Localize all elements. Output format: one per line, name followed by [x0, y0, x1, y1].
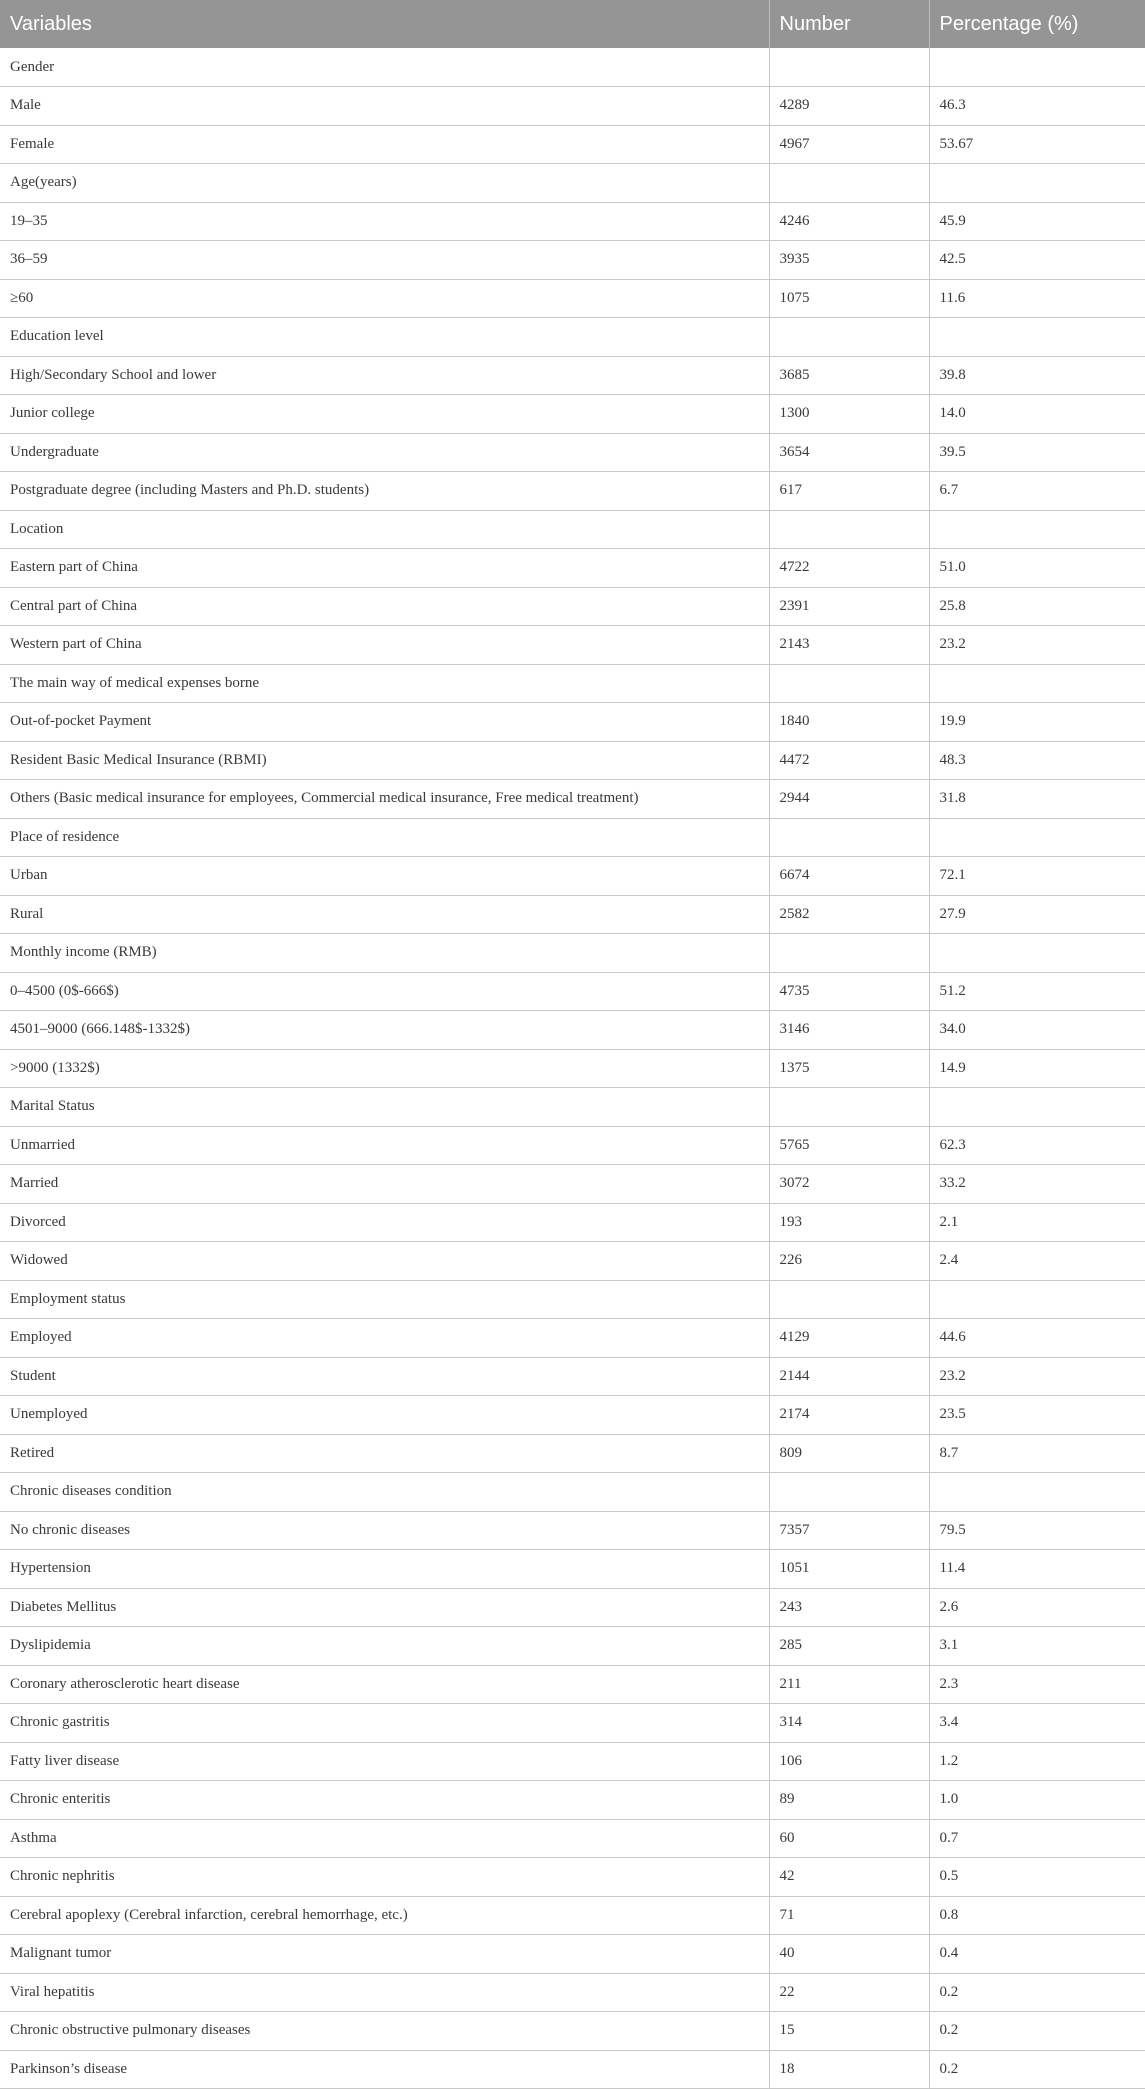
table-row	[0, 279, 1145, 318]
percentage-cell	[929, 818, 1145, 857]
table-row	[0, 549, 1145, 588]
percentage-cell: 1.0	[929, 1781, 1145, 1820]
percentage-cell: 27.9	[929, 895, 1145, 934]
table-row	[0, 1319, 1145, 1358]
percentage-cell: 0.2	[929, 1973, 1145, 2012]
variable-cell: Postgraduate degree (including Masters and Ph.D. students)	[0, 472, 769, 511]
table-row	[0, 1627, 1145, 1666]
number-cell: 211	[769, 1665, 929, 1704]
number-cell: 71	[769, 1896, 929, 1935]
table-row	[0, 1280, 1145, 1319]
variable-cell: Rural	[0, 895, 769, 934]
percentage-cell: 2.4	[929, 1242, 1145, 1281]
percentage-cell: 2.1	[929, 1203, 1145, 1242]
variable-cell: ≥60	[0, 279, 769, 318]
table-row	[0, 433, 1145, 472]
number-cell: 1840	[769, 703, 929, 742]
table-row	[0, 48, 1145, 87]
variable-cell: Fatty liver disease	[0, 1742, 769, 1781]
number-cell: 2143	[769, 626, 929, 665]
number-cell: 2582	[769, 895, 929, 934]
variable-cell: Age(years)	[0, 164, 769, 203]
table-row	[0, 780, 1145, 819]
variable-cell: Chronic nephritis	[0, 1858, 769, 1897]
number-cell: 4129	[769, 1319, 929, 1358]
percentage-cell: 39.5	[929, 433, 1145, 472]
variable-cell: The main way of medical expenses borne	[0, 664, 769, 703]
variable-cell: Western part of China	[0, 626, 769, 665]
percentage-cell: 14.0	[929, 395, 1145, 434]
variable-cell: Employment status	[0, 1280, 769, 1319]
number-cell: 1051	[769, 1550, 929, 1589]
variable-cell: Married	[0, 1165, 769, 1204]
table-row	[0, 587, 1145, 626]
table-row	[0, 934, 1145, 973]
table-row	[0, 1203, 1145, 1242]
percentage-cell: 23.2	[929, 1357, 1145, 1396]
number-cell: 314	[769, 1704, 929, 1743]
number-cell: 193	[769, 1203, 929, 1242]
number-cell: 4472	[769, 741, 929, 780]
number-cell: 226	[769, 1242, 929, 1281]
number-cell: 5765	[769, 1126, 929, 1165]
number-cell: 22	[769, 1973, 929, 2012]
table-row	[0, 741, 1145, 780]
table-row	[0, 895, 1145, 934]
percentage-cell: 34.0	[929, 1011, 1145, 1050]
number-cell: 3072	[769, 1165, 929, 1204]
variable-cell: 0–4500 (0$-666$)	[0, 972, 769, 1011]
number-cell: 15	[769, 2012, 929, 2051]
percentage-cell: 23.5	[929, 1396, 1145, 1435]
variable-cell: 4501–9000 (666.148$-1332$)	[0, 1011, 769, 1050]
percentage-cell: 6.7	[929, 472, 1145, 511]
table-row	[0, 972, 1145, 1011]
variable-cell: Place of residence	[0, 818, 769, 857]
variable-cell: Retired	[0, 1434, 769, 1473]
variable-cell: Cerebral apoplexy (Cerebral infarction, cerebral hemorrhage, etc.)	[0, 1896, 769, 1935]
number-cell	[769, 318, 929, 357]
number-cell: 2174	[769, 1396, 929, 1435]
number-cell: 4967	[769, 125, 929, 164]
percentage-cell: 25.8	[929, 587, 1145, 626]
percentage-cell: 3.4	[929, 1704, 1145, 1743]
percentage-cell	[929, 510, 1145, 549]
number-cell	[769, 664, 929, 703]
table-row	[0, 2050, 1145, 2089]
percentage-cell: 0.2	[929, 2012, 1145, 2051]
table-row	[0, 356, 1145, 395]
number-cell: 4735	[769, 972, 929, 1011]
percentage-cell: 39.8	[929, 356, 1145, 395]
percentage-cell	[929, 1473, 1145, 1512]
number-cell: 42	[769, 1858, 929, 1897]
variable-cell: >9000 (1332$)	[0, 1049, 769, 1088]
percentage-cell: 0.8	[929, 1896, 1145, 1935]
variable-cell: Divorced	[0, 1203, 769, 1242]
percentage-cell: 0.4	[929, 1935, 1145, 1974]
variable-cell: Chronic enteritis	[0, 1781, 769, 1820]
table-row	[0, 1126, 1145, 1165]
table-row	[0, 857, 1145, 896]
number-cell: 106	[769, 1742, 929, 1781]
variable-cell: Chronic obstructive pulmonary diseases	[0, 2012, 769, 2051]
percentage-cell: 3.1	[929, 1627, 1145, 1666]
variable-cell: Junior college	[0, 395, 769, 434]
percentage-cell: 33.2	[929, 1165, 1145, 1204]
variable-cell: Malignant tumor	[0, 1935, 769, 1974]
number-cell: 3146	[769, 1011, 929, 1050]
percentage-cell: 72.1	[929, 857, 1145, 896]
percentage-cell	[929, 48, 1145, 87]
percentage-cell: 14.9	[929, 1049, 1145, 1088]
header-variables: Variables	[0, 0, 769, 48]
number-cell: 2944	[769, 780, 929, 819]
number-cell	[769, 48, 929, 87]
table-row	[0, 1704, 1145, 1743]
number-cell: 1375	[769, 1049, 929, 1088]
percentage-cell	[929, 1088, 1145, 1127]
table-row	[0, 703, 1145, 742]
percentage-cell: 19.9	[929, 703, 1145, 742]
table-row	[0, 818, 1145, 857]
number-cell: 1300	[769, 395, 929, 434]
variable-cell: High/Secondary School and lower	[0, 356, 769, 395]
percentage-cell: 45.9	[929, 202, 1145, 241]
table-row	[0, 2012, 1145, 2051]
percentage-cell: 0.5	[929, 1858, 1145, 1897]
variable-cell: Unemployed	[0, 1396, 769, 1435]
variable-cell: Marital Status	[0, 1088, 769, 1127]
variable-cell: Chronic diseases condition	[0, 1473, 769, 1512]
header-percentage: Percentage (%)	[929, 0, 1145, 48]
percentage-cell	[929, 1280, 1145, 1319]
number-cell: 3935	[769, 241, 929, 280]
variable-cell: Hypertension	[0, 1550, 769, 1589]
table-row	[0, 318, 1145, 357]
variable-cell: Undergraduate	[0, 433, 769, 472]
table-row	[0, 1781, 1145, 1820]
variable-cell: Parkinson’s disease	[0, 2050, 769, 2089]
percentage-cell: 2.6	[929, 1588, 1145, 1627]
table-row	[0, 1935, 1145, 1974]
number-cell: 18	[769, 2050, 929, 2089]
variable-cell: Gender	[0, 48, 769, 87]
variable-cell: Unmarried	[0, 1126, 769, 1165]
table-row	[0, 1049, 1145, 1088]
table-row	[0, 241, 1145, 280]
variable-cell: Resident Basic Medical Insurance (RBMI)	[0, 741, 769, 780]
number-cell: 7357	[769, 1511, 929, 1550]
variable-cell: Asthma	[0, 1819, 769, 1858]
number-cell: 1075	[769, 279, 929, 318]
variable-cell: Education level	[0, 318, 769, 357]
number-cell	[769, 818, 929, 857]
percentage-cell: 0.7	[929, 1819, 1145, 1858]
number-cell	[769, 510, 929, 549]
percentage-cell: 2.3	[929, 1665, 1145, 1704]
table-row	[0, 164, 1145, 203]
variable-cell: Urban	[0, 857, 769, 896]
table-row	[0, 1396, 1145, 1435]
variable-cell: Monthly income (RMB)	[0, 934, 769, 973]
variable-cell: Out-of-pocket Payment	[0, 703, 769, 742]
table-row	[0, 1858, 1145, 1897]
percentage-cell: 0.2	[929, 2050, 1145, 2089]
table-row	[0, 395, 1145, 434]
percentage-cell	[929, 164, 1145, 203]
table-row	[0, 125, 1145, 164]
variable-cell: Student	[0, 1357, 769, 1396]
number-cell: 243	[769, 1588, 929, 1627]
variable-cell: Male	[0, 87, 769, 126]
table-row	[0, 1665, 1145, 1704]
number-cell	[769, 1473, 929, 1512]
variable-cell: Location	[0, 510, 769, 549]
variable-cell: Coronary atherosclerotic heart disease	[0, 1665, 769, 1704]
table-body	[0, 48, 1145, 2089]
table-row	[0, 472, 1145, 511]
percentage-cell: 79.5	[929, 1511, 1145, 1550]
percentage-cell	[929, 934, 1145, 973]
number-cell: 617	[769, 472, 929, 511]
table-row	[0, 510, 1145, 549]
number-cell	[769, 1280, 929, 1319]
number-cell	[769, 1088, 929, 1127]
variable-cell: Diabetes Mellitus	[0, 1588, 769, 1627]
number-cell: 40	[769, 1935, 929, 1974]
table-row	[0, 1088, 1145, 1127]
number-cell: 60	[769, 1819, 929, 1858]
table-row	[0, 1011, 1145, 1050]
percentage-cell: 1.2	[929, 1742, 1145, 1781]
variable-cell: Employed	[0, 1319, 769, 1358]
percentage-cell: 31.8	[929, 780, 1145, 819]
number-cell: 89	[769, 1781, 929, 1820]
table-row	[0, 1550, 1145, 1589]
table-row	[0, 664, 1145, 703]
table-row	[0, 87, 1145, 126]
percentage-cell: 8.7	[929, 1434, 1145, 1473]
number-cell: 4246	[769, 202, 929, 241]
variable-cell: Widowed	[0, 1242, 769, 1281]
number-cell: 4722	[769, 549, 929, 588]
number-cell: 6674	[769, 857, 929, 896]
percentage-cell: 44.6	[929, 1319, 1145, 1358]
table-row	[0, 1434, 1145, 1473]
variable-cell: Eastern part of China	[0, 549, 769, 588]
number-cell: 285	[769, 1627, 929, 1666]
table-row	[0, 1742, 1145, 1781]
variable-cell: 19–35	[0, 202, 769, 241]
variable-cell: Female	[0, 125, 769, 164]
table-row	[0, 1588, 1145, 1627]
variable-cell: Others (Basic medical insurance for employees, Commercial medical insurance, Free medical treatment)	[0, 780, 769, 819]
percentage-cell: 51.2	[929, 972, 1145, 1011]
percentage-cell: 51.0	[929, 549, 1145, 588]
table-row	[0, 1819, 1145, 1858]
table-row	[0, 1896, 1145, 1935]
table-row	[0, 1973, 1145, 2012]
variable-cell: Dyslipidemia	[0, 1627, 769, 1666]
percentage-cell: 53.67	[929, 125, 1145, 164]
percentage-cell: 46.3	[929, 87, 1145, 126]
percentage-cell: 62.3	[929, 1126, 1145, 1165]
number-cell	[769, 164, 929, 203]
number-cell: 2144	[769, 1357, 929, 1396]
number-cell: 809	[769, 1434, 929, 1473]
percentage-cell: 11.4	[929, 1550, 1145, 1589]
number-cell: 4289	[769, 87, 929, 126]
table-row	[0, 626, 1145, 665]
percentage-cell: 11.6	[929, 279, 1145, 318]
percentage-cell: 42.5	[929, 241, 1145, 280]
number-cell: 3654	[769, 433, 929, 472]
header-row	[0, 0, 1145, 48]
header-number: Number	[769, 0, 929, 48]
percentage-cell	[929, 664, 1145, 703]
number-cell: 2391	[769, 587, 929, 626]
table-row	[0, 1165, 1145, 1204]
variable-cell: Central part of China	[0, 587, 769, 626]
percentage-cell: 23.2	[929, 626, 1145, 665]
variable-cell: Viral hepatitis	[0, 1973, 769, 2012]
table-header	[0, 0, 1145, 48]
table-row	[0, 1242, 1145, 1281]
table-row	[0, 1511, 1145, 1550]
variable-cell: Chronic gastritis	[0, 1704, 769, 1743]
variable-cell: 36–59	[0, 241, 769, 280]
table-row	[0, 202, 1145, 241]
variable-cell: No chronic diseases	[0, 1511, 769, 1550]
table-row	[0, 1357, 1145, 1396]
table-row	[0, 1473, 1145, 1512]
number-cell	[769, 934, 929, 973]
number-cell: 3685	[769, 356, 929, 395]
percentage-cell: 48.3	[929, 741, 1145, 780]
percentage-cell	[929, 318, 1145, 357]
